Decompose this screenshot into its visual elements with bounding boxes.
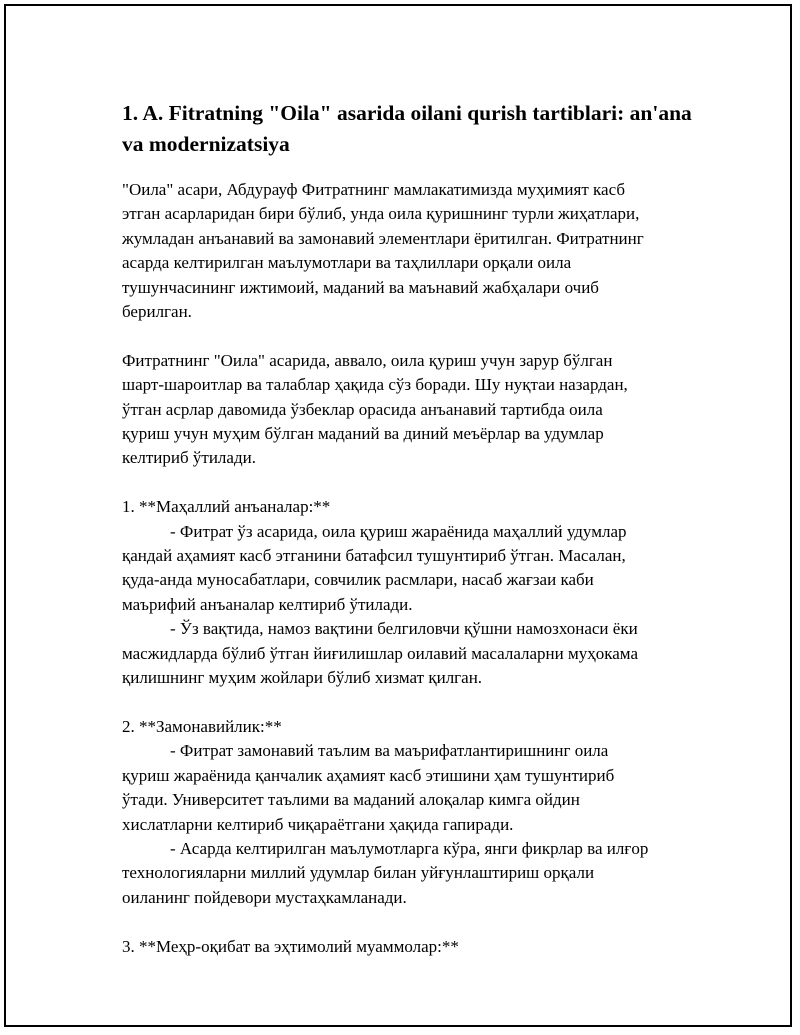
intro-paragraph (122, 178, 702, 324)
text-line: қуда-анда муносабатлари, совчилик расмлари, насаб жағзаи каби (122, 570, 594, 590)
second-paragraph (122, 349, 702, 471)
text-line: қандай аҳамият касб этганини батафсил тушунтириб ўтган. Масалан, (122, 546, 626, 566)
text-line: асарда келтирилган маълумотлари ва таҳлиллари орқали оила (122, 253, 572, 273)
document-title (122, 98, 702, 160)
text-line: маърифий анъаналар келтириб ўтилади. (122, 594, 413, 614)
text-line: берилган. (122, 302, 192, 322)
text-line: тушунчасининг ижтимоий, маданий ва маънавий жабҳалари очиб (122, 277, 599, 297)
title-line: 1. A. Fitratning "Oila" asarida oilani qurish tartiblari: an'ana (122, 101, 692, 125)
section-heading: 2. **Замонавийлик:** (122, 716, 282, 736)
text-line: қилишнинг муҳим жойлари бўлиб хизмат қилган. (122, 668, 483, 688)
section-2 (122, 715, 702, 910)
text-line: жумладан анъанавий ва замонавий элементлари ёритилган. Фитратнинг (122, 228, 644, 248)
section-3 (122, 935, 702, 959)
paragraph-gap (122, 471, 702, 495)
text-line: Фитратнинг "Оила" асарида, аввало, оила қуриш учун зарур бўлган (122, 350, 613, 370)
text-line: этган асарларидан бири бўлиб, унда оила қуришнинг турли жиҳатлари, (122, 204, 640, 224)
bullet-line: - Фитрат ўз асарида, оила қуриш жараёнида маҳаллий удумлар (170, 521, 627, 541)
paragraph-gap (122, 691, 702, 715)
text-line: технологияларни миллий удумлар билан уйғунлаштириш орқали (122, 863, 595, 883)
bullet-line: - Асарда келтирилган маълумотларга кўра, янги фикрлар ва илғор (170, 838, 649, 858)
text-line: ўтади. Университет таълими ва маданий алоқалар кимга ойдин (122, 790, 580, 810)
text-line: қуриш жараёнида қанчалик аҳамият касб этишини ҳам тушунтириб (122, 765, 615, 785)
bullet-line: - Фитрат замонавий таълим ва маърифатлантиришнинг оила (170, 741, 609, 761)
text-line: қуриш учун муҳим бўлган маданий ва диний меъёрлар ва удумлар (122, 424, 604, 444)
section-heading: 3. **Меҳр-оқибат ва эҳтимолий муаммолар:** (122, 936, 459, 956)
bullet-line: - Ўз вақтида, намоз вақтини белгиловчи қўшни намозхонаси ёки (170, 619, 638, 639)
text-line: хислатларни келтириб чиқараётгани ҳақида гапиради. (122, 814, 514, 834)
text-line: масжидларда бўлиб ўтган йиғилишлар оилавий масалаларни муҳокама (122, 643, 638, 663)
paragraph-gap (122, 910, 702, 934)
text-line: шарт-шароитлар ва талаблар ҳақида сўз боради. Шу нуқтаи назардан, (122, 375, 628, 395)
text-line: ўтган асрлар давомида ўзбеклар орасида анъанавий тартибда оила (122, 399, 603, 419)
section-1 (122, 495, 702, 690)
paragraph-gap (122, 324, 702, 348)
text-line: "Оила" асари, Абдурауф Фитратнинг мамлакатимизда муҳимият касб (122, 180, 625, 199)
section-heading: 1. **Маҳаллий анъаналар:** (122, 497, 331, 517)
document-content (122, 98, 702, 959)
text-line: келтириб ўтилади. (122, 448, 256, 468)
document-page (4, 4, 792, 1027)
text-line: оиланинг пойдевори мустаҳкамланади. (122, 887, 407, 907)
title-line: va modernizatsiya (122, 132, 290, 156)
